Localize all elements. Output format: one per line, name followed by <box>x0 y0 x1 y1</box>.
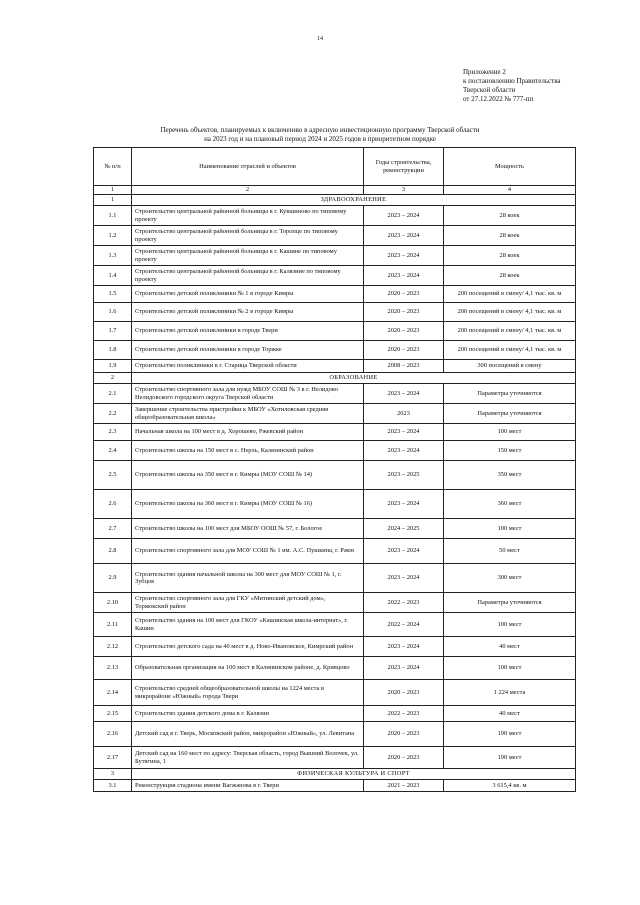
row-number: 2.6 <box>94 490 132 519</box>
table-row <box>94 564 576 593</box>
table-row <box>94 519 576 539</box>
object-name: Начальная школа на 100 мест в д. Хорошево, Ржевский район <box>132 424 364 441</box>
section-name: ФИЗИЧЕСКАЯ КУЛЬТУРА И СПОРТ <box>132 769 576 780</box>
appendix-line: к постановлению Правительства <box>463 77 561 85</box>
object-name: Строительство средней общеобразовательной школы на 1224 места в микрорайоне «Южный» города Твери <box>132 680 364 706</box>
construction-years: 2020 – 2023 <box>364 322 444 341</box>
object-name: Строительство здания на 100 мест для ГКОУ «Кашинская школа-интернат», г. Кашин <box>132 613 364 637</box>
header-years: Годы строительства, реконструкции <box>364 148 444 186</box>
row-number: 2.2 <box>94 404 132 424</box>
row-number: 2.14 <box>94 680 132 706</box>
table-body <box>94 186 576 792</box>
object-name: Строительство центральной районной больницы в г. Кашине по типовому проекту <box>132 246 364 266</box>
object-name: Детский сад на 160 мест по адресу: Тверская область, город Вышний Волочек, ул. Бутягина, 1 <box>132 747 364 769</box>
header-capacity: Мощность <box>444 148 576 186</box>
row-number: 1.8 <box>94 341 132 360</box>
construction-years: 2008 – 2023 <box>364 360 444 373</box>
object-name: Строительство школы на 150 мест в с. Нерль, Калязинский район <box>132 441 364 461</box>
capacity: 28 коек <box>444 246 576 266</box>
table-row <box>94 384 576 404</box>
object-name: Строительство здания начальной школы на 300 мест для МОУ СОШ № 1, г. Зубцов <box>132 564 364 593</box>
row-number: 1.4 <box>94 266 132 286</box>
capacity: Параметры уточняются <box>444 404 576 424</box>
capacity: 300 мест <box>444 564 576 593</box>
construction-years: 2021 – 2023 <box>364 780 444 792</box>
capacity: 200 посещений в смену/ 4,1 тыс. кв. м <box>444 341 576 360</box>
table-row <box>94 441 576 461</box>
row-number: 2.8 <box>94 539 132 564</box>
object-name: Детский сад в г. Тверь, Московский район, микрорайон «Южный», ул. Левитана <box>132 722 364 747</box>
row-number: 2.3 <box>94 424 132 441</box>
object-name: Строительство спортивного зала для МОУ СОШ № 1 им. А.С. Пушкина, г. Ржев <box>132 539 364 564</box>
table-row <box>94 490 576 519</box>
column-number: 1 <box>94 186 132 195</box>
row-number: 2.5 <box>94 461 132 490</box>
title-line: на 2023 год и на плановый период 2024 и 2025 годов в приоритетном порядке <box>204 135 436 143</box>
capacity: 300 посещений в смену <box>444 360 576 373</box>
table-row <box>94 680 576 706</box>
capacity: 50 мест <box>444 539 576 564</box>
capacity: 190 мест <box>444 722 576 747</box>
construction-years: 2020 – 2023 <box>364 303 444 322</box>
object-name: Строительство поликлиники в г. Старица Тверской области <box>132 360 364 373</box>
table-row <box>94 722 576 747</box>
object-name: Реконструкция стадиона имени Вагжанова в г. Твери <box>132 780 364 792</box>
construction-years: 2020 – 2023 <box>364 286 444 303</box>
table-row <box>94 341 576 360</box>
object-name: Завершение строительства пристройки к МБОУ «Хотиловская средняя общеобразовательная школа» <box>132 404 364 424</box>
object-name: Строительство центральной районной больницы в г. Калязине по типовому проекту <box>132 266 364 286</box>
table-row <box>94 747 576 769</box>
row-number: 2.11 <box>94 613 132 637</box>
objects-table <box>93 147 576 792</box>
table-row <box>94 593 576 613</box>
table-row <box>94 461 576 490</box>
table-header-row <box>94 148 576 186</box>
capacity: 360 мест <box>444 490 576 519</box>
object-name: Строительство школы на 350 мест в г. Кимры (МОУ СОШ № 14) <box>132 461 364 490</box>
capacity: 1 224 места <box>444 680 576 706</box>
table-row <box>94 360 576 373</box>
construction-years: 2023 – 2024 <box>364 490 444 519</box>
table-row <box>94 226 576 246</box>
capacity: 100 мест <box>444 613 576 637</box>
construction-years: 2023 – 2025 <box>364 461 444 490</box>
capacity: Параметры уточняются <box>444 384 576 404</box>
capacity: Параметры уточняются <box>444 593 576 613</box>
construction-years: 2023 – 2024 <box>364 246 444 266</box>
construction-years: 2024 – 2025 <box>364 519 444 539</box>
capacity: 40 мест <box>444 637 576 657</box>
row-number: 1.3 <box>94 246 132 266</box>
appendix-line: от 27.12.2022 № 777-пп <box>463 95 534 103</box>
capacity: 3 615,4 кв. м <box>444 780 576 792</box>
table-row <box>94 424 576 441</box>
construction-years: 2023 – 2024 <box>364 266 444 286</box>
object-name: Строительство спортивного зала для нужд МБОУ СОШ № 3 в г. Нелидово Нелидовского городского округа Тверской области <box>132 384 364 404</box>
capacity: 190 мест <box>444 747 576 769</box>
capacity: 150 мест <box>444 441 576 461</box>
table-row <box>94 322 576 341</box>
construction-years: 2020 – 2023 <box>364 722 444 747</box>
section-name: ОБРАЗОВАНИЕ <box>132 373 576 384</box>
column-number: 2 <box>132 186 364 195</box>
appendix-line: Приложение 2 <box>463 68 506 76</box>
table-row <box>94 266 576 286</box>
table-row <box>94 780 576 792</box>
construction-years: 2023 – 2024 <box>364 657 444 680</box>
column-number: 3 <box>364 186 444 195</box>
table-row <box>94 206 576 226</box>
row-number: 1.6 <box>94 303 132 322</box>
construction-years: 2023 – 2024 <box>364 384 444 404</box>
object-name: Строительство детской поликлиники в городе Твери <box>132 322 364 341</box>
table-row <box>94 404 576 424</box>
object-name: Строительство детской поликлиники № 1 в городе Кимры <box>132 286 364 303</box>
construction-years: 2020 – 2023 <box>364 341 444 360</box>
capacity: 200 посещений в смену/ 4,1 тыс. кв. м <box>444 322 576 341</box>
table-row <box>94 637 576 657</box>
construction-years: 2020 – 2023 <box>364 680 444 706</box>
construction-years: 2023 <box>364 404 444 424</box>
capacity: 100 мест <box>444 657 576 680</box>
capacity: 28 коек <box>444 206 576 226</box>
row-number: 2.1 <box>94 384 132 404</box>
construction-years: 2022 – 2023 <box>364 706 444 722</box>
capacity: 350 мест <box>444 461 576 490</box>
table-row <box>94 613 576 637</box>
row-number: 2.13 <box>94 657 132 680</box>
object-name: Строительство детской поликлиники № 2 в городе Кимры <box>132 303 364 322</box>
row-number: 2.9 <box>94 564 132 593</box>
capacity: 40 мест <box>444 706 576 722</box>
row-number: 2.12 <box>94 637 132 657</box>
construction-years: 2022 – 2023 <box>364 593 444 613</box>
column-number: 4 <box>444 186 576 195</box>
row-number: 2.10 <box>94 593 132 613</box>
object-name: Строительство спортивного зала для ГКУ «Митинский детский дом», Торжокский район <box>132 593 364 613</box>
object-name: Строительство детского сада на 40 мест в д. Ново-Ивановское, Кимрский район <box>132 637 364 657</box>
construction-years: 2023 – 2024 <box>364 206 444 226</box>
construction-years: 2023 – 2024 <box>364 424 444 441</box>
table-row <box>94 657 576 680</box>
construction-years: 2023 – 2024 <box>364 637 444 657</box>
row-number: 1.9 <box>94 360 132 373</box>
section-number: 1 <box>94 195 132 206</box>
capacity: 200 посещений в смену/ 4,1 тыс. кв. м <box>444 286 576 303</box>
object-name: Строительство школы на 100 мест для МБОУ ООШ № 57, г. Бологое <box>132 519 364 539</box>
capacity: 28 коек <box>444 226 576 246</box>
row-number: 1.2 <box>94 226 132 246</box>
object-name: Строительство здания детского дома в г. Калязин <box>132 706 364 722</box>
row-number: 2.4 <box>94 441 132 461</box>
section-number: 3 <box>94 769 132 780</box>
page-number: 14 <box>317 36 323 42</box>
title-line: Перечень объектов, планируемых к включению в адресную инвестиционную программу Тверской области <box>160 126 480 134</box>
construction-years: 2023 – 2024 <box>364 441 444 461</box>
capacity: 28 коек <box>444 266 576 286</box>
capacity: 100 мест <box>444 519 576 539</box>
section-row <box>94 769 576 780</box>
table-row <box>94 246 576 266</box>
row-number: 1.1 <box>94 206 132 226</box>
section-name: ЗДРАВООХРАНЕНИЕ <box>132 195 576 206</box>
table-row <box>94 706 576 722</box>
construction-years: 2020 – 2023 <box>364 747 444 769</box>
capacity: 100 мест <box>444 424 576 441</box>
table-row <box>94 303 576 322</box>
row-number: 1.7 <box>94 322 132 341</box>
object-name: Строительство центральной районной больницы в г. Кувшиново по типовому проекту <box>132 206 364 226</box>
section-number: 2 <box>94 373 132 384</box>
row-number: 2.7 <box>94 519 132 539</box>
document-title <box>60 126 580 144</box>
header-num: № п/п <box>94 148 132 186</box>
section-row <box>94 195 576 206</box>
construction-years: 2023 – 2024 <box>364 564 444 593</box>
row-number: 3.1 <box>94 780 132 792</box>
row-number: 2.17 <box>94 747 132 769</box>
object-name: Строительство центральной районной больницы в г. Торопце по типовому проекту <box>132 226 364 246</box>
header-name: Наименование отраслей и объектов <box>132 148 364 186</box>
construction-years: 2023 – 2024 <box>364 539 444 564</box>
appendix-block <box>463 68 561 104</box>
table-row <box>94 539 576 564</box>
object-name: Образовательная организация на 100 мест в Калининском районе, д. Кривцово <box>132 657 364 680</box>
section-row <box>94 373 576 384</box>
object-name: Строительство школы на 360 мест в г. Кимры (МОУ СОШ № 16) <box>132 490 364 519</box>
row-number: 2.15 <box>94 706 132 722</box>
object-name: Строительство детской поликлиники в городе Торжке <box>132 341 364 360</box>
row-number: 2.16 <box>94 722 132 747</box>
table-row <box>94 286 576 303</box>
capacity: 200 посещений в смену/ 4,1 тыс. кв. м <box>444 303 576 322</box>
appendix-line: Тверской области <box>463 86 516 94</box>
column-number-row <box>94 186 576 195</box>
construction-years: 2022 – 2024 <box>364 613 444 637</box>
construction-years: 2023 – 2024 <box>364 226 444 246</box>
row-number: 1.5 <box>94 286 132 303</box>
